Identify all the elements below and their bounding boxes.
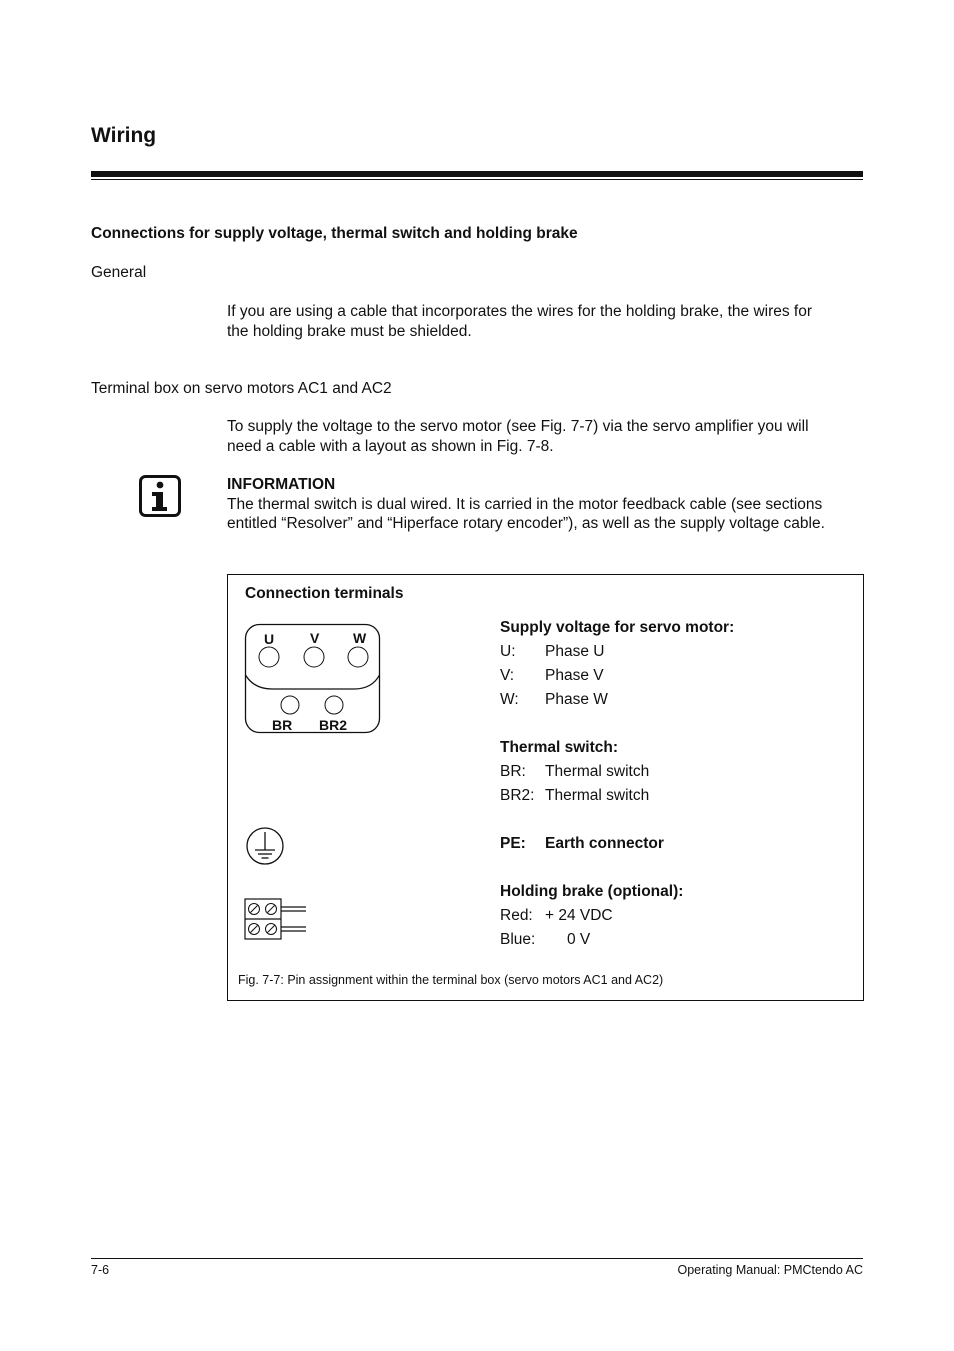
thermal-row-label: BR: bbox=[500, 763, 526, 780]
thermal-row-label: BR2: bbox=[500, 787, 535, 804]
footer-rule bbox=[91, 1258, 863, 1259]
brake-row-label: Blue: bbox=[500, 931, 536, 948]
information-icon bbox=[139, 475, 181, 517]
thermal-row-value: Thermal switch bbox=[545, 787, 650, 804]
terminal-box-label: Terminal box on servo motors AC1 and AC2 bbox=[91, 380, 392, 397]
information-line-2: entitled “Resolver” and “Hiperface rotary encoder”), as well as the supply voltage cable. bbox=[227, 515, 825, 532]
brake-terminal-block-icon bbox=[244, 898, 308, 940]
page-number: 7-6 bbox=[91, 1263, 110, 1277]
figure-box bbox=[227, 574, 864, 1001]
supply-row-label: W: bbox=[500, 691, 519, 708]
supply-row-value: Phase U bbox=[545, 643, 605, 660]
supply-row-value: Phase W bbox=[545, 691, 608, 708]
supply-row-v bbox=[500, 664, 734, 688]
thermal-row-value: Thermal switch bbox=[545, 763, 650, 780]
supply-row-u bbox=[500, 640, 734, 664]
terminal-line-1: To supply the voltage to the servo motor (see Fig. 7-7) via the servo amplifier you will bbox=[227, 418, 809, 435]
pe-row bbox=[500, 832, 734, 856]
brake-heading: Holding brake (optional): bbox=[500, 883, 684, 900]
terminal-label-w: W bbox=[353, 630, 367, 646]
brake-row-value: 0 V bbox=[567, 931, 591, 948]
thermal-row-br2 bbox=[500, 784, 734, 808]
header-rule-thin bbox=[91, 179, 863, 180]
brake-row-value: + 24 VDC bbox=[545, 907, 613, 924]
information-heading: INFORMATION bbox=[227, 476, 336, 493]
information-line-1: The thermal switch is dual wired. It is carried in the motor feedback cable (see sections bbox=[227, 495, 823, 513]
supply-row-label: U: bbox=[500, 643, 516, 660]
section-heading: Connections for supply voltage, thermal switch and holding brake bbox=[91, 225, 578, 242]
general-line-1: If you are using a cable that incorporates the wires for the holding brake, the wires for bbox=[227, 303, 813, 320]
information-block bbox=[227, 475, 825, 534]
supply-heading: Supply voltage for servo motor: bbox=[500, 619, 735, 636]
terminal-label-br2: BR2 bbox=[319, 717, 348, 733]
header-rule-thick bbox=[91, 171, 863, 177]
pe-label: PE: bbox=[500, 835, 526, 852]
figure-title: Connection terminals bbox=[245, 585, 404, 602]
earth-ground-icon bbox=[245, 826, 285, 866]
brake-row-red bbox=[500, 904, 734, 928]
general-line-2: the holding brake must be shielded. bbox=[227, 322, 472, 340]
supply-row-value: Phase V bbox=[545, 667, 604, 684]
page-title: Wiring bbox=[91, 124, 157, 147]
general-paragraph bbox=[227, 302, 812, 341]
supply-row-label: V: bbox=[500, 667, 515, 684]
terminal-label-u: U bbox=[264, 631, 275, 647]
pe-value: Earth connector bbox=[545, 835, 664, 852]
brake-row-blue bbox=[500, 928, 734, 952]
brake-row-label: Red: bbox=[500, 907, 533, 924]
terminal-label-br: BR bbox=[272, 717, 293, 733]
terminal-paragraph bbox=[227, 417, 809, 456]
manual-title: Operating Manual: PMCtendo AC bbox=[677, 1263, 863, 1277]
terminal-line-2: need a cable with a layout as shown in Fig. 7-8. bbox=[227, 437, 554, 455]
legend-column bbox=[500, 616, 734, 952]
terminal-label-v: V bbox=[310, 630, 320, 646]
thermal-heading: Thermal switch: bbox=[500, 739, 618, 756]
thermal-row-br bbox=[500, 760, 734, 784]
figure-caption: Fig. 7-7: Pin assignment within the terminal box (servo motors AC1 and AC2) bbox=[238, 973, 664, 987]
general-label: General bbox=[91, 264, 147, 281]
supply-row-w bbox=[500, 688, 734, 712]
